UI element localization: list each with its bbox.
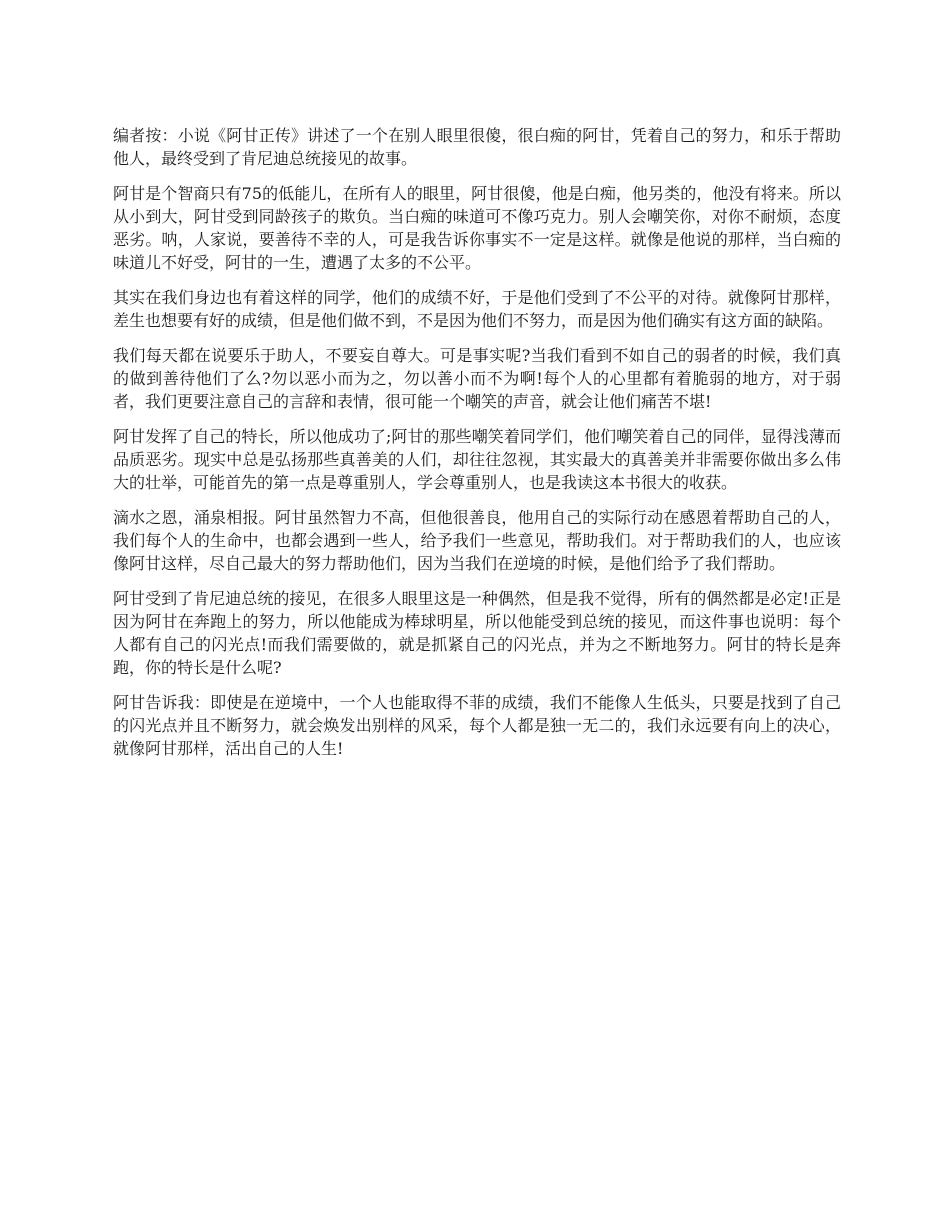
document-page bbox=[113, 124, 841, 772]
body-paragraph: 阿甘发挥了自己的特长，所以他成功了;阿甘的那些嘲笑着同学们，他们嘲笑着自己的同伴，显得浅薄而品质恶劣。现实中总是弘扬那些真善美的人们，却往往忽视，其实最大的真善美并非需要你做出多么伟大的壮举，可能首先的第一点是尊重别人，学会尊重别人，也是我读这本书很大的收获。 bbox=[113, 427, 841, 492]
editor-note-paragraph: 编者按：小说《阿甘正传》讲述了一个在别人眼里很傻，很白痴的阿甘，凭着自己的努力，和乐于帮助他人，最终受到了肯尼迪总统接见的故事。 bbox=[113, 126, 841, 168]
body-paragraph: 其实在我们身边也有着这样的同学，他们的成绩不好，于是他们受到了不公平的对待。就像阿甘那样，差生也想要有好的成绩，但是他们做不到，不是因为他们不努力，而是因为他们确实有这方面的缺陷。 bbox=[113, 288, 841, 330]
body-paragraph: 阿甘是个智商只有75的低能儿，在所有人的眼里，阿甘很傻，他是白痴，他另类的，他没有将来。所以从小到大，阿甘受到同龄孩子的欺负。当白痴的味道可不像巧克力。别人会嘲笑你，对你不耐烦，态度恶劣。呐，人家说，要善待不幸的人，可是我告诉你事实不一定是这样。就像是他说的那样，当白痴的味道儿不好受，阿甘的一生，遭遇了太多的不公平。 bbox=[113, 184, 841, 272]
body-paragraph: 我们每天都在说要乐于助人，不要妄自尊大。可是事实呢?当我们看到不如自己的弱者的时候，我们真的做到善待他们了么?勿以恶小而为之，勿以善小而不为啊!每个人的心里都有着脆弱的地方，对于弱者，我们更要注意自己的言辞和表情，很可能一个嘲笑的声音，就会让他们痛苦不堪! bbox=[113, 346, 841, 411]
closing-paragraph: 阿甘告诉我：即使是在逆境中，一个人也能取得不菲的成绩，我们不能像人生低头，只要是找到了自己的闪光点并且不断努力，就会焕发出别样的风采，每个人都是独一无二的，我们永远要有向上的决心，就像阿甘那样，活出自己的人生! bbox=[113, 693, 841, 758]
body-paragraph: 滴水之恩，涌泉相报。阿甘虽然智力不高，但他很善良，他用自己的实际行动在感恩着帮助自己的人，我们每个人的生命中，也都会遇到一些人，给予我们一些意见，帮助我们。对于帮助我们的人，也应该像阿甘这样，尽自己最大的努力帮助他们，因为当我们在逆境的时候，是他们给予了我们帮助。 bbox=[113, 508, 841, 573]
body-paragraph: 阿甘受到了肯尼迪总统的接见，在很多人眼里这是一种偶然，但是我不觉得，所有的偶然都是必定!正是因为阿甘在奔跑上的努力，所以他能成为棒球明星，所以他能受到总统的接见，而这件事也说明：每个人都有自己的闪光点!而我们需要做的，就是抓紧自己的闪光点，并为之不断地努力。阿甘的特长是奔跑，你的特长是什么呢? bbox=[113, 589, 841, 677]
